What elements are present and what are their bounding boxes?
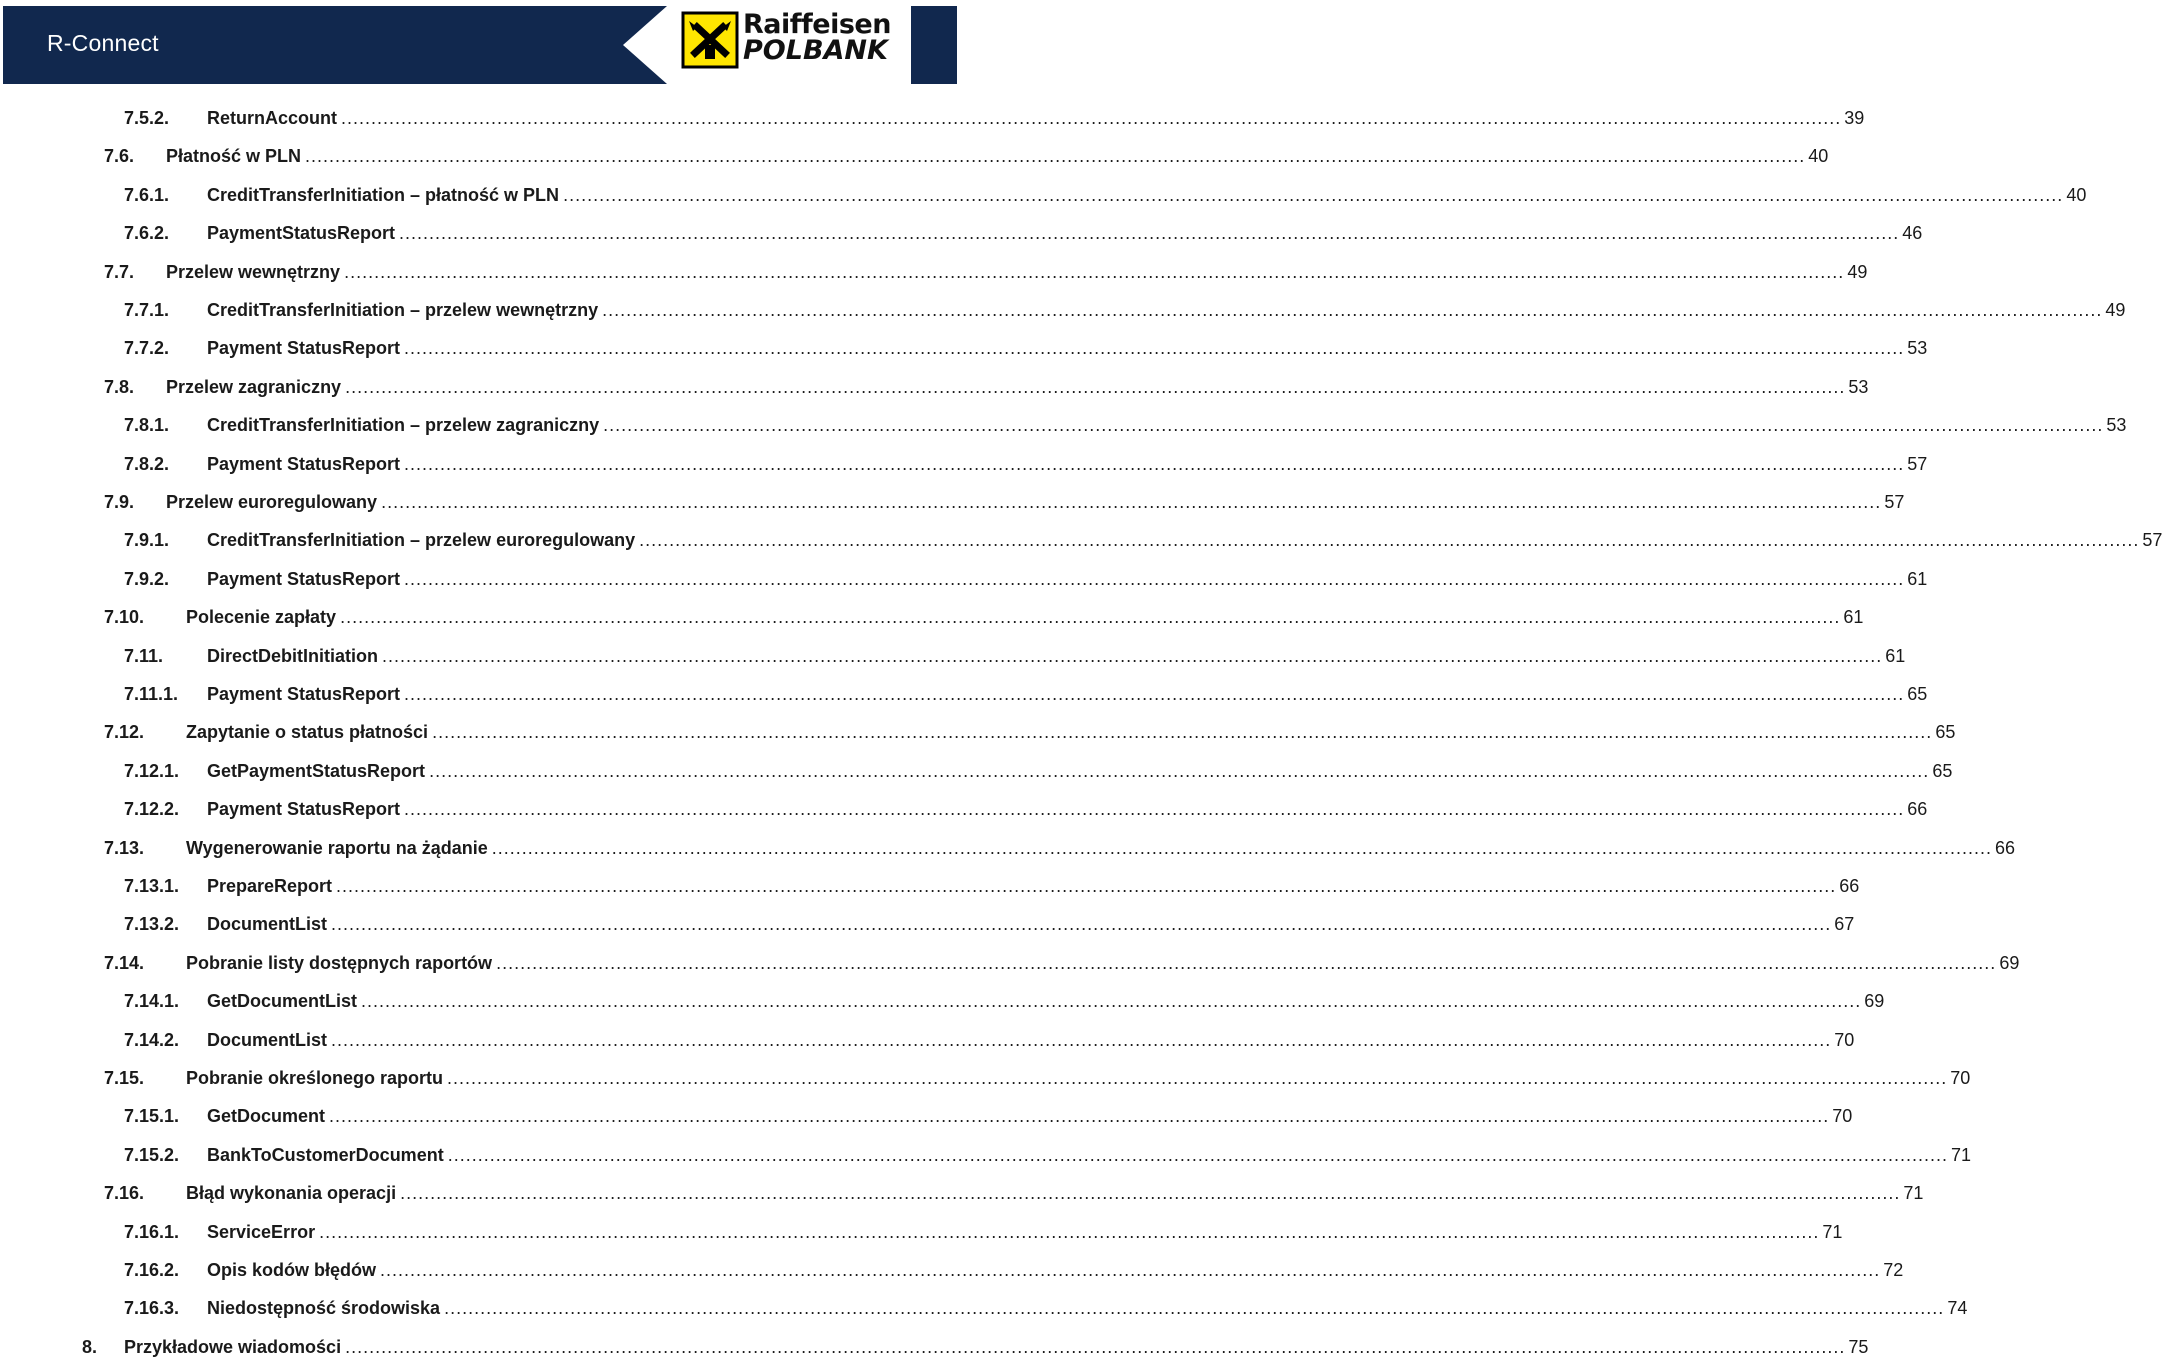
toc-entry[interactable] xyxy=(104,261,1868,286)
toc-entry-number: 7.9. xyxy=(104,492,135,512)
toc-entry-page: 40 xyxy=(1808,146,1829,167)
toc-entry-page: 67 xyxy=(1834,914,1855,935)
toc-entry-title: Przykładowe wiadomości xyxy=(124,1336,342,1357)
toc-entry-page: 61 xyxy=(1885,645,1906,666)
toc-entry-title: DocumentList xyxy=(207,914,328,935)
toc-entry-number: 7.5.2. xyxy=(124,108,170,128)
toc-entry[interactable] xyxy=(124,1260,1904,1284)
toc-entry-title: Przelew wewnętrzny xyxy=(166,261,341,282)
toc-dot-leader: .......................................................................................................................................................................................................................................................... xyxy=(361,991,1862,1012)
toc-entry-number: 7.13.1. xyxy=(124,876,180,896)
toc-entry-page: 71 xyxy=(1950,1144,1971,1165)
toc-dot-leader: .......................................................................................................................................................................................................................................................... xyxy=(341,108,1842,128)
toc-entry[interactable] xyxy=(82,1336,1869,1361)
toc-entry[interactable] xyxy=(124,568,1928,593)
toc-entry-page: 66 xyxy=(1995,837,2016,858)
toc-entry-number: 7.15.1. xyxy=(124,1106,180,1127)
toc-entry-page: 70 xyxy=(1834,1029,1855,1050)
toc-entry-title: CreditTransferInitiation – przelew euroregulowany xyxy=(207,530,636,551)
toc-entry-title: PaymentStatusReport xyxy=(207,223,396,244)
toc-entry-number: 7.10. xyxy=(104,607,145,628)
toc-entry-title: CreditTransferInitiation – przelew zagraniczny xyxy=(207,415,600,436)
toc-entry-title: Przelew euroregulowany xyxy=(166,492,378,512)
toc-dot-leader: .......................................................................................................................................................................................................................................................... xyxy=(400,1183,1901,1204)
brand-line-polbank: POLBANK xyxy=(743,35,888,66)
toc-entry-title: CreditTransferInitiation – przelew wewnętrzny xyxy=(207,300,599,320)
toc-entry-number: 7.8. xyxy=(104,376,135,397)
toc-entry-page: 61 xyxy=(1907,568,1928,589)
toc-entry[interactable] xyxy=(104,1183,1924,1207)
toc-entry-title: Polecenie zapłaty xyxy=(186,607,337,628)
toc-entry[interactable] xyxy=(124,1029,1855,1054)
toc-entry-title: Niedostępność środowiska xyxy=(207,1298,441,1319)
toc-dot-leader: .......................................................................................................................................................................................................................................................... xyxy=(305,146,1806,167)
toc-entry-page: 75 xyxy=(1848,1336,1869,1357)
toc-entry[interactable] xyxy=(104,607,1864,631)
toc-entry-number: 7.15.2. xyxy=(124,1144,180,1165)
toc-entry[interactable] xyxy=(124,184,2087,209)
toc-entry-number: 7.15. xyxy=(104,1068,145,1088)
toc-entry-number: 7.7.1. xyxy=(124,300,170,320)
toc-dot-leader: .......................................................................................................................................................................................................................................................... xyxy=(381,492,1882,512)
toc-dot-leader: .......................................................................................................................................................................................................................................................... xyxy=(444,1298,1945,1319)
toc-dot-leader: .......................................................................................................................................................................................................................................................... xyxy=(331,914,1832,935)
toc-dot-leader: .......................................................................................................................................................................................................................................................... xyxy=(404,338,1905,359)
toc-entry-page: 69 xyxy=(1999,952,2020,973)
toc-entry[interactable] xyxy=(124,300,2126,324)
toc-dot-leader: .......................................................................................................................................................................................................................................................... xyxy=(319,1221,1820,1242)
toc-entry-title: Pobranie listy dostępnych raportów xyxy=(186,952,493,973)
toc-entry-number: 7.16. xyxy=(104,1183,145,1204)
toc-entry[interactable] xyxy=(124,1106,1853,1130)
toc-entry[interactable] xyxy=(124,876,1860,900)
toc-entry-page: 65 xyxy=(1932,760,1953,781)
toc-entry-page: 57 xyxy=(2142,530,2162,551)
toc-entry[interactable] xyxy=(124,991,1885,1015)
toc-entry-title: Payment StatusReport xyxy=(207,799,401,820)
toc-entry-number: 7.7.2. xyxy=(124,338,170,359)
toc-entry-page: 65 xyxy=(1907,684,1928,704)
toc-dot-leader: .......................................................................................................................................................................................................................................................... xyxy=(399,223,1900,244)
toc-entry-page: 53 xyxy=(2106,415,2127,436)
toc-entry-number: 7.8.1. xyxy=(124,415,170,436)
toc-entry-title: Payment StatusReport xyxy=(207,684,401,704)
toc-entry-title: PrepareReport xyxy=(207,876,333,896)
toc-entry-page: 74 xyxy=(1947,1298,1968,1319)
toc-entry-title: Przelew zagraniczny xyxy=(166,376,342,397)
toc-entry-title: Błąd wykonania operacji xyxy=(186,1183,397,1204)
toc-entry[interactable] xyxy=(104,837,2016,862)
toc-dot-leader: .......................................................................................................................................................................................................................................................... xyxy=(639,530,2140,551)
toc-entry-title: CreditTransferInitiation – płatność w PLN xyxy=(207,184,560,205)
toc-entry-number: 7.7. xyxy=(104,261,135,282)
toc-entry-title: ServiceError xyxy=(207,1221,316,1242)
toc-dot-leader: .......................................................................................................................................................................................................................................................... xyxy=(331,1029,1832,1050)
toc-entry-page: 70 xyxy=(1832,1106,1853,1127)
toc-dot-leader: .......................................................................................................................................................................................................................................................... xyxy=(345,376,1846,397)
toc-entry-page: 46 xyxy=(1902,223,1923,244)
toc-dot-leader: .......................................................................................................................................................................................................................................................... xyxy=(404,453,1905,474)
toc-entry-page: 65 xyxy=(1935,722,1956,743)
toc-dot-leader: .......................................................................................................................................................................................................................................................... xyxy=(563,184,2064,205)
toc-entry[interactable] xyxy=(104,1068,1971,1092)
toc-entry[interactable] xyxy=(124,530,2162,554)
toc-entry-number: 8. xyxy=(82,1336,98,1357)
toc-entry[interactable] xyxy=(124,453,1928,478)
toc-entry-number: 7.13.2. xyxy=(124,914,180,935)
toc-entry-page: 72 xyxy=(1883,1260,1904,1280)
toc-entry-title: Zapytanie o status płatności xyxy=(186,722,429,743)
toc-entry[interactable] xyxy=(124,338,1928,362)
toc-entry-page: 57 xyxy=(1907,453,1928,474)
toc-entry-number: 7.6.1. xyxy=(124,184,170,205)
toc-entry-number: 7.11. xyxy=(124,645,164,666)
toc-dot-leader: .......................................................................................................................................................................................................................................................... xyxy=(602,300,2103,320)
toc-entry-title: DirectDebitInitiation xyxy=(207,645,379,666)
toc-entry-number: 7.12. xyxy=(104,722,145,743)
toc-entry[interactable] xyxy=(104,146,1829,170)
toc-entry-page: 66 xyxy=(1907,799,1928,820)
toc-entry[interactable] xyxy=(124,415,2127,439)
toc-entry-number: 7.16.3. xyxy=(124,1298,180,1319)
toc-entry-number: 7.9.2. xyxy=(124,568,170,589)
toc-entry-title: Płatność w PLN xyxy=(166,146,302,167)
toc-dot-leader: .......................................................................................................................................................................................................................................................... xyxy=(345,1336,1846,1357)
toc-entry-page: 69 xyxy=(1864,991,1885,1012)
toc-entry[interactable] xyxy=(124,108,1865,132)
toc-entry-page: 66 xyxy=(1839,876,1860,896)
app-title: R-Connect xyxy=(47,30,159,56)
toc-dot-leader: .......................................................................................................................................................................................................................................................... xyxy=(429,760,1930,781)
toc-entry-title: Wygenerowanie raportu na żądanie xyxy=(186,837,488,858)
toc-entry-page: 61 xyxy=(1843,607,1864,628)
toc-dot-leader: .......................................................................................................................................................................................................................................................... xyxy=(491,837,1992,858)
toc-entry-title: GetDocumentList xyxy=(207,991,358,1012)
toc-entry-title: Pobranie określonego raportu xyxy=(186,1068,444,1088)
toc-dot-leader: .......................................................................................................................................................................................................................................................... xyxy=(404,684,1905,704)
toc-dot-leader: .......................................................................................................................................................................................................................................................... xyxy=(340,607,1841,628)
toc-entry[interactable] xyxy=(104,952,2020,977)
toc-entry-title: ReturnAccount xyxy=(207,108,337,128)
toc-entry-number: 7.8.2. xyxy=(124,453,170,474)
toc-entry-title: DocumentList xyxy=(207,1029,328,1050)
toc-entry-page: 49 xyxy=(2105,300,2126,320)
toc-entry-number: 7.11.1. xyxy=(124,684,179,704)
toc-entry[interactable] xyxy=(124,914,1855,938)
toc-entry-page: 71 xyxy=(1822,1221,1843,1242)
toc-dot-leader: .......................................................................................................................................................................................................................................................... xyxy=(382,645,1883,666)
toc-entry-page: 53 xyxy=(1907,338,1928,359)
toc-entry-title: BankToCustomerDocument xyxy=(207,1144,444,1165)
toc-entry-page: 49 xyxy=(1847,261,1868,282)
toc-dot-leader: .......................................................................................................................................................................................................................................................... xyxy=(496,952,1997,973)
toc-entry[interactable] xyxy=(124,645,1906,670)
toc-entry-title: GetPaymentStatusReport xyxy=(207,760,426,781)
toc-entry-number: 7.9.1. xyxy=(124,530,170,551)
toc-entry-number: 7.13. xyxy=(104,837,145,858)
toc-entry[interactable] xyxy=(124,1144,1971,1169)
toc-entry-page: 39 xyxy=(1844,108,1865,128)
toc-dot-leader: .......................................................................................................................................................................................................................................................... xyxy=(380,1260,1881,1280)
toc-entry-number: 7.14. xyxy=(104,952,145,973)
toc-entry[interactable] xyxy=(124,799,1928,823)
toc-entry-number: 7.14.1. xyxy=(124,991,180,1012)
toc-dot-leader: .......................................................................................................................................................................................................................................................... xyxy=(603,415,2104,436)
toc-entry-page: 53 xyxy=(1848,376,1869,397)
brand-line-raiffeisen: Raiffeisen xyxy=(743,9,891,40)
toc-dot-leader: .......................................................................................................................................................................................................................................................... xyxy=(329,1106,1830,1127)
toc-entry[interactable] xyxy=(124,1298,1968,1322)
toc-entry-title: Payment StatusReport xyxy=(207,453,401,474)
toc-entry[interactable] xyxy=(104,376,1869,401)
toc-entry-page: 70 xyxy=(1950,1068,1971,1088)
toc-entry-page: 40 xyxy=(2066,184,2087,205)
toc-entry-page: 71 xyxy=(1903,1183,1924,1204)
toc-entry-title: Payment StatusReport xyxy=(207,568,401,589)
toc-entry-number: 7.12.1. xyxy=(124,760,180,781)
toc-entry-page: 57 xyxy=(1884,492,1905,512)
toc-dot-leader: .......................................................................................................................................................................................................................................................... xyxy=(404,799,1905,820)
toc-dot-leader: .......................................................................................................................................................................................................................................................... xyxy=(336,876,1837,896)
toc-dot-leader: .......................................................................................................................................................................................................................................................... xyxy=(447,1144,1948,1165)
toc-dot-leader: .......................................................................................................................................................................................................................................................... xyxy=(404,568,1905,589)
toc-entry[interactable] xyxy=(124,1221,1843,1246)
toc-entry-number: 7.16.2. xyxy=(124,1260,180,1280)
toc-entry-number: 7.6. xyxy=(104,146,135,167)
toc-dot-leader: .......................................................................................................................................................................................................................................................... xyxy=(432,722,1933,743)
toc-entry[interactable] xyxy=(124,760,1953,785)
toc-entry-number: 7.14.2. xyxy=(124,1029,180,1050)
toc-entry[interactable] xyxy=(104,722,1956,746)
toc-entry[interactable] xyxy=(104,492,1905,516)
toc-dot-leader: .......................................................................................................................................................................................................................................................... xyxy=(447,1068,1948,1088)
toc-dot-leader: .......................................................................................................................................................................................................................................................... xyxy=(344,261,1845,282)
toc-entry-title: Payment StatusReport xyxy=(207,338,401,359)
toc-entry-number: 7.16.1. xyxy=(124,1221,180,1242)
toc-entry-title: GetDocument xyxy=(207,1106,326,1127)
toc-entry[interactable] xyxy=(124,684,1928,708)
toc-entry-number: 7.6.2. xyxy=(124,223,170,244)
toc-entry[interactable] xyxy=(124,223,1923,247)
toc-entry-number: 7.12.2. xyxy=(124,799,180,820)
toc-entry-title: Opis kodów błędów xyxy=(207,1260,377,1280)
